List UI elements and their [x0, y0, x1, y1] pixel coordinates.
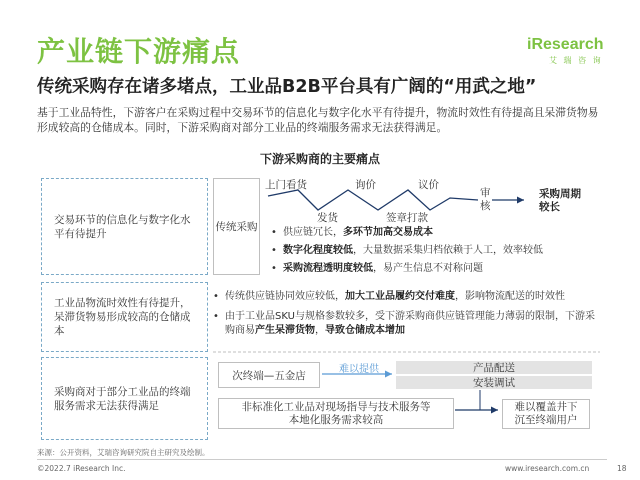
- nonstandard-label: 非标准化工业品对现场指导与技术服务等本地化服务需求较高: [241, 400, 431, 426]
- step-ship: 发货: [317, 212, 338, 224]
- bar-install-label: 安装调试: [473, 377, 515, 389]
- pain-box-info-text: 交易环节的信息化与数字化水平有待提升: [54, 213, 191, 240]
- logo-subtext: 艾 瑞 咨 询: [549, 56, 603, 65]
- store-box: [218, 362, 320, 388]
- logistics-bullet: • 传统供应链协同效应较低，加大工业品履约交付难度，影响物流配送的时效性: [213, 291, 565, 302]
- step-audit: 审核: [480, 187, 491, 212]
- copyright: ©2022.7 iResearch Inc.: [37, 464, 126, 473]
- step-look-goods: 上门看货: [265, 179, 307, 191]
- traditional-purchase-label: 传统采购: [215, 220, 258, 233]
- store-label: 次终端—五金店: [232, 369, 306, 382]
- website-url: www.iresearch.com.cn: [505, 464, 590, 473]
- coverage-result-box: [502, 399, 590, 429]
- logistics-pain-list: [213, 290, 598, 338]
- flow-wave-line: [268, 190, 478, 210]
- traditional-pain-list: [271, 226, 611, 280]
- bar-delivery-label: 产品配送: [473, 362, 515, 374]
- logo-text: iResearch: [527, 36, 604, 53]
- pain-bullet: • 数字化程度较低，大量数据采集归档依赖于人工，效率较低: [271, 245, 543, 256]
- hard-to-provide-label: 难以提供: [339, 364, 379, 375]
- pain-bullet: • 供应链冗长，多环节加高交易成本: [271, 227, 433, 238]
- coverage-result-label: 难以覆盖井下沉至终端用户: [514, 401, 578, 426]
- slide-subtitle: 传统采购存在诸多堵点，工业品B2B平台具有广阔的“用武之地”: [37, 77, 537, 97]
- bar-delivery: [396, 361, 592, 374]
- step-sign-pay: 签章打款: [386, 212, 428, 224]
- bar-install: [396, 376, 592, 389]
- footer-divider: [37, 459, 607, 460]
- nonstandard-box: [218, 398, 454, 429]
- logistics-bullet: • 由于工业品SKU与规格参数较多，受下游采购商供应链管理能力薄弱的限制，下游采购商易产生呆滞货物，导致仓储成本增加: [213, 311, 595, 336]
- pain-box-service-text: 采购商对于部分工业品的终端服务需求无法获得满足: [54, 385, 191, 412]
- description-text: 基于工业品特性，下游客户在采购过程中交易环节的信息化与数字化水平有待提升，物流时效性有待提高且呆滞货物易形成较高的仓储成本。同时，下游采购商对部分工业品的终端服务需求无法获得满足。: [37, 106, 599, 134]
- page-title: 产业链下游痛点: [37, 35, 241, 68]
- step-inquiry: 询价: [355, 179, 376, 191]
- source-note: 来源：公开资料，艾瑞咨询研究院自主研究及绘制。: [37, 448, 210, 457]
- page-number: 18: [617, 464, 627, 473]
- step-negotiate: 议价: [418, 179, 439, 191]
- long-cycle-label: 采购周期较长: [539, 188, 581, 213]
- section-title: 下游采购商的主要痛点: [259, 152, 380, 166]
- pain-box-logistics-text: 工业品物流时效性有待提升，呆滞货物易形成较高的仓储成本: [54, 297, 191, 337]
- pain-bullet: • 采购流程透明度较低，易产生信息不对称问题: [271, 263, 483, 274]
